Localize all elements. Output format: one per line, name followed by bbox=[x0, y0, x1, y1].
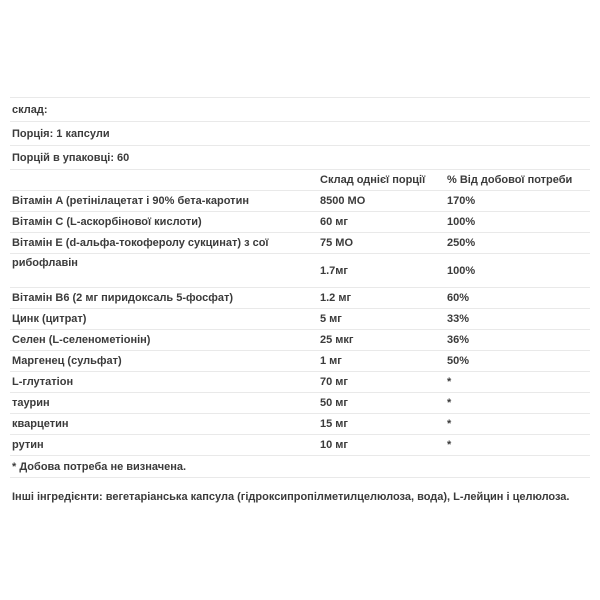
supplement-facts-panel bbox=[10, 97, 590, 503]
ingredient-name: Вітамін C (L-аскорбінової кислоти) bbox=[12, 216, 202, 228]
table-row-vitamin-a bbox=[10, 191, 590, 212]
table-row-vitamin-e bbox=[10, 233, 590, 254]
ingredient-dv: * bbox=[447, 418, 452, 430]
ingredient-dv: 50% bbox=[447, 355, 470, 367]
ingredient-name: L-глутатіон bbox=[12, 376, 74, 388]
footnote-text: * Добова потреба не визначена. bbox=[12, 460, 187, 473]
table-row-vitamin-c bbox=[10, 212, 590, 233]
ingredient-amount: 8500 МО bbox=[320, 195, 366, 207]
table-header-row bbox=[10, 170, 590, 191]
serving-size-label: Порція: 1 капсули bbox=[12, 127, 110, 140]
ingredient-amount: 1.7мг bbox=[320, 264, 349, 277]
ingredient-name: Маргенец (сульфат) bbox=[12, 355, 122, 367]
ingredient-amount: 5 мг bbox=[320, 313, 342, 325]
table-row-zinc bbox=[10, 309, 590, 330]
other-ingredients-text: Інші інгредієнти: вегетаріанська капсула (гідроксипропілметилцелюлоза, вода), L-лейцин і целюлоза. bbox=[12, 491, 570, 503]
composition-heading: склад: bbox=[12, 103, 48, 116]
ingredient-amount: 15 мг bbox=[320, 418, 349, 430]
table-row-l-glutathione bbox=[10, 372, 590, 393]
table-row-taurine bbox=[10, 393, 590, 414]
table-row-manganese bbox=[10, 351, 590, 372]
ingredient-dv: * bbox=[447, 376, 452, 388]
ingredient-name: рутин bbox=[12, 439, 44, 451]
ingredient-dv: * bbox=[447, 397, 452, 409]
ingredient-name: Вітамін B6 (2 мг пиридоксаль 5-фосфат) bbox=[12, 292, 233, 304]
table-row-quercetin bbox=[10, 414, 590, 435]
table-row-vitamin-b6 bbox=[10, 288, 590, 309]
footnote-row bbox=[10, 456, 590, 478]
ingredient-dv: 100% bbox=[447, 216, 476, 228]
servings-per-container-row bbox=[10, 146, 590, 170]
ingredient-amount: 1 мг bbox=[320, 355, 342, 367]
ingredient-dv: 170% bbox=[447, 195, 476, 207]
ingredient-amount: 60 мг bbox=[320, 216, 349, 228]
header-daily-value: % Від добової потреби bbox=[447, 174, 573, 186]
ingredient-dv: 36% bbox=[447, 334, 470, 346]
ingredient-name: таурин bbox=[12, 397, 50, 409]
ingredient-dv: 33% bbox=[447, 313, 470, 325]
ingredient-name: рибофлавін bbox=[12, 257, 78, 269]
ingredient-name: Селен (L-селенометіонін) bbox=[12, 334, 151, 346]
table-row-selenium bbox=[10, 330, 590, 351]
ingredient-dv: * bbox=[447, 439, 452, 451]
ingredient-amount: 75 МО bbox=[320, 237, 354, 249]
ingredient-name: Вітамін E (d-альфа-токоферолу сукцинат) з сої bbox=[12, 237, 269, 249]
composition-heading-row bbox=[10, 98, 590, 122]
servings-per-container-label: Порцій в упаковці: 60 bbox=[12, 151, 130, 164]
ingredient-amount: 70 мг bbox=[320, 376, 349, 388]
ingredient-name: кварцетин bbox=[12, 418, 69, 430]
ingredient-dv: 250% bbox=[447, 237, 476, 249]
ingredient-dv: 100% bbox=[447, 264, 476, 277]
ingredient-amount: 25 мкг bbox=[320, 334, 354, 346]
ingredient-amount: 50 мг bbox=[320, 397, 349, 409]
serving-size-row bbox=[10, 122, 590, 146]
ingredient-dv: 60% bbox=[447, 292, 470, 304]
ingredient-name: Вітамін A (ретінілацетат і 90% бета-каротин bbox=[12, 195, 249, 207]
ingredient-amount: 10 мг bbox=[320, 439, 349, 451]
ingredient-amount: 1.2 мг bbox=[320, 292, 352, 304]
header-amount-per-serving: Склад однієї порції bbox=[320, 174, 426, 186]
ingredient-name: Цинк (цитрат) bbox=[12, 313, 87, 325]
table-row-riboflavin bbox=[10, 254, 590, 288]
table-row-rutin bbox=[10, 435, 590, 456]
